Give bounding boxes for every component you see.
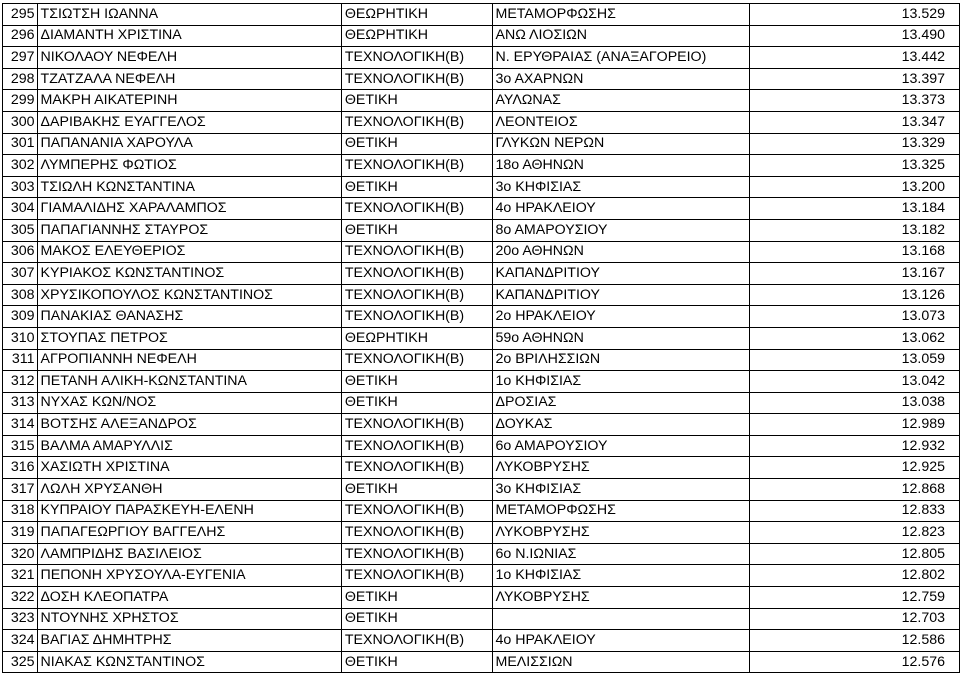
track-cell: ΘΕΤΙΚΗ <box>341 90 492 112</box>
score-cell: 12.805 <box>750 543 960 565</box>
table-row <box>3 630 960 652</box>
rank-cell: 319 <box>3 522 38 544</box>
school-cell: 6ο Ν.ΙΩΝΙΑΣ <box>492 543 750 565</box>
track-cell: ΤΕΧΝΟΛΟΓΙΚΗ(Β) <box>341 630 492 652</box>
score-cell: 12.868 <box>750 479 960 501</box>
score-cell: 13.059 <box>750 349 960 371</box>
school-cell: 8ο ΑΜΑΡΟΥΣΙΟΥ <box>492 219 750 241</box>
table-row <box>3 25 960 47</box>
rank-cell: 321 <box>3 565 38 587</box>
name-cell: ΝΙΚΟΛΑΟΥ ΝΕΦΕΛΗ <box>37 47 341 69</box>
name-cell: ΤΣΙΩΤΣΗ ΙΩΑΝΝΑ <box>37 4 341 26</box>
school-cell: 18ο ΑΘΗΝΩΝ <box>492 155 750 177</box>
table-row <box>3 435 960 457</box>
score-cell: 12.802 <box>750 565 960 587</box>
name-cell: ΣΤΟΥΠΑΣ ΠΕΤΡΟΣ <box>37 327 341 349</box>
table-row <box>3 651 960 673</box>
name-cell: ΜΑΚΡΗ ΑΙΚΑΤΕΡΙΝΗ <box>37 90 341 112</box>
name-cell: ΔΙΑΜΑΝΤΗ ΧΡΙΣΤΙΝΑ <box>37 25 341 47</box>
rank-cell: 295 <box>3 4 38 26</box>
track-cell: ΤΕΧΝΟΛΟΓΙΚΗ(Β) <box>341 284 492 306</box>
school-cell: ΑΥΛΩΝΑΣ <box>492 90 750 112</box>
track-cell: ΘΕΤΙΚΗ <box>341 219 492 241</box>
track-cell: ΤΕΧΝΟΛΟΓΙΚΗ(Β) <box>341 565 492 587</box>
score-cell: 12.989 <box>750 414 960 436</box>
table-row <box>3 47 960 69</box>
school-cell: 6ο ΑΜΑΡΟΥΣΙΟΥ <box>492 435 750 457</box>
track-cell: ΘΕΤΙΚΗ <box>341 392 492 414</box>
score-cell: 13.329 <box>750 133 960 155</box>
rank-cell: 317 <box>3 479 38 501</box>
score-cell: 12.703 <box>750 608 960 630</box>
school-cell: 3ο ΚΗΦΙΣΙΑΣ <box>492 479 750 501</box>
name-cell: ΠΑΠΑΓΕΩΡΓΙΟΥ ΒΑΓΓΕΛΗΣ <box>37 522 341 544</box>
name-cell: ΜΑΚΟΣ ΕΛΕΥΘΕΡΙΟΣ <box>37 241 341 263</box>
rank-cell: 311 <box>3 349 38 371</box>
name-cell: ΑΓΡΟΠΙΑΝΝΗ ΝΕΦΕΛΗ <box>37 349 341 371</box>
rank-cell: 316 <box>3 457 38 479</box>
table-row <box>3 68 960 90</box>
score-cell: 12.925 <box>750 457 960 479</box>
track-cell: ΤΕΧΝΟΛΟΓΙΚΗ(Β) <box>341 522 492 544</box>
rank-cell: 303 <box>3 176 38 198</box>
score-cell: 12.823 <box>750 522 960 544</box>
track-cell: ΤΕΧΝΟΛΟΓΙΚΗ(Β) <box>341 155 492 177</box>
rank-cell: 298 <box>3 68 38 90</box>
rank-cell: 323 <box>3 608 38 630</box>
rank-cell: 301 <box>3 133 38 155</box>
score-cell: 13.200 <box>750 176 960 198</box>
name-cell: ΔΟΣΗ ΚΛΕΟΠΑΤΡΑ <box>37 587 341 609</box>
table-row <box>3 371 960 393</box>
table-row <box>3 284 960 306</box>
rank-cell: 307 <box>3 263 38 285</box>
track-cell: ΤΕΧΝΟΛΟΓΙΚΗ(Β) <box>341 68 492 90</box>
name-cell: ΠΑΠΑΓΙΑΝΝΗΣ ΣΤΑΥΡΟΣ <box>37 219 341 241</box>
track-cell: ΘΕΤΙΚΗ <box>341 608 492 630</box>
rank-cell: 320 <box>3 543 38 565</box>
track-cell: ΤΕΧΝΟΛΟΓΙΚΗ(Β) <box>341 435 492 457</box>
rank-cell: 309 <box>3 306 38 328</box>
name-cell: ΒΑΛΜΑ ΑΜΑΡΥΛΛΙΣ <box>37 435 341 457</box>
track-cell: ΘΕΤΙΚΗ <box>341 133 492 155</box>
name-cell: ΚΥΠΡΑΙΟΥ ΠΑΡΑΣΚΕΥΗ-ΕΛΕΝΗ <box>37 500 341 522</box>
name-cell: ΓΙΑΜΑΛΙΔΗΣ ΧΑΡΑΛΑΜΠΟΣ <box>37 198 341 220</box>
track-cell: ΘΕΤΙΚΗ <box>341 176 492 198</box>
table-row <box>3 327 960 349</box>
track-cell: ΤΕΧΝΟΛΟΓΙΚΗ(Β) <box>341 198 492 220</box>
school-cell: 1ο ΚΗΦΙΣΙΑΣ <box>492 371 750 393</box>
school-cell: ΛΕΟΝΤΕΙΟΣ <box>492 111 750 133</box>
score-cell: 13.397 <box>750 68 960 90</box>
name-cell: ΤΖΑΤΖΑΛΑ ΝΕΦΕΛΗ <box>37 68 341 90</box>
table-row <box>3 198 960 220</box>
rank-cell: 306 <box>3 241 38 263</box>
table-row <box>3 587 960 609</box>
school-cell: 3ο ΑΧΑΡΝΩΝ <box>492 68 750 90</box>
score-cell: 13.038 <box>750 392 960 414</box>
rank-cell: 308 <box>3 284 38 306</box>
track-cell: ΘΕΩΡΗΤΙΚΗ <box>341 4 492 26</box>
score-cell: 13.182 <box>750 219 960 241</box>
table-row <box>3 500 960 522</box>
score-cell: 13.168 <box>750 241 960 263</box>
score-cell: 13.490 <box>750 25 960 47</box>
school-cell: ΑΝΩ ΛΙΟΣΙΩΝ <box>492 25 750 47</box>
name-cell: ΤΣΙΩΛΗ ΚΩΝΣΤΑΝΤΙΝΑ <box>37 176 341 198</box>
school-cell: 4ο ΗΡΑΚΛΕΙΟΥ <box>492 198 750 220</box>
name-cell: ΛΥΜΠΕΡΗΣ ΦΩΤΙΟΣ <box>37 155 341 177</box>
track-cell: ΤΕΧΝΟΛΟΓΙΚΗ(Β) <box>341 47 492 69</box>
rank-cell: 297 <box>3 47 38 69</box>
school-cell: ΛΥΚΟΒΡΥΣΗΣ <box>492 522 750 544</box>
table-row <box>3 155 960 177</box>
name-cell: ΒΑΓΙΑΣ ΔΗΜΗΤΡΗΣ <box>37 630 341 652</box>
score-cell: 12.833 <box>750 500 960 522</box>
table-row <box>3 263 960 285</box>
table-row <box>3 90 960 112</box>
track-cell: ΘΕΤΙΚΗ <box>341 479 492 501</box>
track-cell: ΤΕΧΝΟΛΟΓΙΚΗ(Β) <box>341 349 492 371</box>
rank-cell: 322 <box>3 587 38 609</box>
name-cell: ΠΕΠΟΝΗ ΧΡΥΣΟΥΛΑ-ΕΥΓΕΝΙΑ <box>37 565 341 587</box>
school-cell: ΛΥΚΟΒΡΥΣΗΣ <box>492 457 750 479</box>
school-cell: 20ο ΑΘΗΝΩΝ <box>492 241 750 263</box>
name-cell: ΝΥΧΑΣ ΚΩΝ/ΝΟΣ <box>37 392 341 414</box>
results-table <box>2 3 960 673</box>
school-cell: ΔΟΥΚΑΣ <box>492 414 750 436</box>
name-cell: ΔΑΡΙΒΑΚΗΣ ΕΥΑΓΓΕΛΟΣ <box>37 111 341 133</box>
track-cell: ΤΕΧΝΟΛΟΓΙΚΗ(Β) <box>341 306 492 328</box>
table-row <box>3 111 960 133</box>
school-cell: ΓΛΥΚΩΝ ΝΕΡΩΝ <box>492 133 750 155</box>
score-cell: 12.576 <box>750 651 960 673</box>
school-cell: ΜΕΛΙΣΣΙΩΝ <box>492 651 750 673</box>
table-row <box>3 133 960 155</box>
rank-cell: 299 <box>3 90 38 112</box>
score-cell: 13.073 <box>750 306 960 328</box>
track-cell: ΤΕΧΝΟΛΟΓΙΚΗ(Β) <box>341 457 492 479</box>
results-table-body <box>3 4 960 673</box>
table-row <box>3 414 960 436</box>
name-cell: ΠΑΠΑΝΑΝΙΑ ΧΑΡΟΥΛΑ <box>37 133 341 155</box>
score-cell: 13.325 <box>750 155 960 177</box>
school-cell: 3ο ΚΗΦΙΣΙΑΣ <box>492 176 750 198</box>
school-cell: 2ο ΗΡΑΚΛΕΙΟΥ <box>492 306 750 328</box>
name-cell: ΛΩΛΗ ΧΡΥΣΑΝΘΗ <box>37 479 341 501</box>
track-cell: ΤΕΧΝΟΛΟΓΙΚΗ(Β) <box>341 241 492 263</box>
rank-cell: 312 <box>3 371 38 393</box>
school-cell: ΚΑΠΑΝΔΡΙΤΙΟΥ <box>492 263 750 285</box>
score-cell: 12.932 <box>750 435 960 457</box>
name-cell: ΝΙΑΚΑΣ ΚΩΝΣΤΑΝΤΙΝΟΣ <box>37 651 341 673</box>
school-cell: ΛΥΚΟΒΡΥΣΗΣ <box>492 587 750 609</box>
rank-cell: 324 <box>3 630 38 652</box>
table-row <box>3 565 960 587</box>
school-cell: ΜΕΤΑΜΟΡΦΩΣΗΣ <box>492 500 750 522</box>
track-cell: ΘΕΤΙΚΗ <box>341 651 492 673</box>
track-cell: ΤΕΧΝΟΛΟΓΙΚΗ(Β) <box>341 543 492 565</box>
score-cell: 13.062 <box>750 327 960 349</box>
track-cell: ΘΕΤΙΚΗ <box>341 371 492 393</box>
rank-cell: 314 <box>3 414 38 436</box>
rank-cell: 318 <box>3 500 38 522</box>
school-cell <box>492 608 750 630</box>
score-cell: 13.529 <box>750 4 960 26</box>
school-cell: 1ο ΚΗΦΙΣΙΑΣ <box>492 565 750 587</box>
name-cell: ΧΡΥΣΙΚΟΠΟΥΛΟΣ ΚΩΝΣΤΑΝΤΙΝΟΣ <box>37 284 341 306</box>
rank-cell: 310 <box>3 327 38 349</box>
track-cell: ΤΕΧΝΟΛΟΓΙΚΗ(Β) <box>341 500 492 522</box>
name-cell: ΧΑΣΙΩΤΗ ΧΡΙΣΤΙΝΑ <box>37 457 341 479</box>
rank-cell: 315 <box>3 435 38 457</box>
rank-cell: 313 <box>3 392 38 414</box>
rank-cell: 302 <box>3 155 38 177</box>
name-cell: ΠΕΤΑΝΗ ΑΛΙΚΗ-ΚΩΝΣΤΑΝΤΙΝΑ <box>37 371 341 393</box>
table-row <box>3 457 960 479</box>
score-cell: 13.184 <box>750 198 960 220</box>
school-cell: ΔΡΟΣΙΑΣ <box>492 392 750 414</box>
track-cell: ΤΕΧΝΟΛΟΓΙΚΗ(Β) <box>341 414 492 436</box>
table-row <box>3 241 960 263</box>
score-cell: 13.167 <box>750 263 960 285</box>
score-cell: 12.586 <box>750 630 960 652</box>
name-cell: ΒΟΤΣΗΣ ΑΛΕΞΑΝΔΡΟΣ <box>37 414 341 436</box>
name-cell: ΚΥΡΙΑΚΟΣ ΚΩΝΣΤΑΝΤΙΝΟΣ <box>37 263 341 285</box>
table-row <box>3 392 960 414</box>
table-row <box>3 176 960 198</box>
table-row <box>3 349 960 371</box>
school-cell: 59ο ΑΘΗΝΩΝ <box>492 327 750 349</box>
track-cell: ΘΕΤΙΚΗ <box>341 587 492 609</box>
rank-cell: 300 <box>3 111 38 133</box>
name-cell: ΛΑΜΠΡΙΔΗΣ ΒΑΣΙΛΕΙΟΣ <box>37 543 341 565</box>
score-cell: 13.373 <box>750 90 960 112</box>
score-cell: 13.442 <box>750 47 960 69</box>
table-row <box>3 4 960 26</box>
track-cell: ΤΕΧΝΟΛΟΓΙΚΗ(Β) <box>341 111 492 133</box>
track-cell: ΘΕΩΡΗΤΙΚΗ <box>341 25 492 47</box>
table-row <box>3 219 960 241</box>
table-row <box>3 608 960 630</box>
score-cell: 12.759 <box>750 587 960 609</box>
table-row <box>3 522 960 544</box>
score-cell: 13.042 <box>750 371 960 393</box>
track-cell: ΘΕΩΡΗΤΙΚΗ <box>341 327 492 349</box>
table-row <box>3 306 960 328</box>
school-cell: ΜΕΤΑΜΟΡΦΩΣΗΣ <box>492 4 750 26</box>
school-cell: 4ο ΗΡΑΚΛΕΙΟΥ <box>492 630 750 652</box>
table-row <box>3 543 960 565</box>
name-cell: ΠΑΝΑΚΙΑΣ ΘΑΝΑΣΗΣ <box>37 306 341 328</box>
rank-cell: 305 <box>3 219 38 241</box>
school-cell: 2ο ΒΡΙΛΗΣΣΙΩΝ <box>492 349 750 371</box>
score-cell: 13.126 <box>750 284 960 306</box>
rank-cell: 325 <box>3 651 38 673</box>
school-cell: ΚΑΠΑΝΔΡΙΤΙΟΥ <box>492 284 750 306</box>
track-cell: ΤΕΧΝΟΛΟΓΙΚΗ(Β) <box>341 263 492 285</box>
score-cell: 13.347 <box>750 111 960 133</box>
rank-cell: 296 <box>3 25 38 47</box>
table-row <box>3 479 960 501</box>
rank-cell: 304 <box>3 198 38 220</box>
name-cell: ΝΤΟΥΝΗΣ ΧΡΗΣΤΟΣ <box>37 608 341 630</box>
school-cell: Ν. ΕΡΥΘΡΑΙΑΣ (ΑΝΑΞΑΓΟΡΕΙΟ) <box>492 47 750 69</box>
